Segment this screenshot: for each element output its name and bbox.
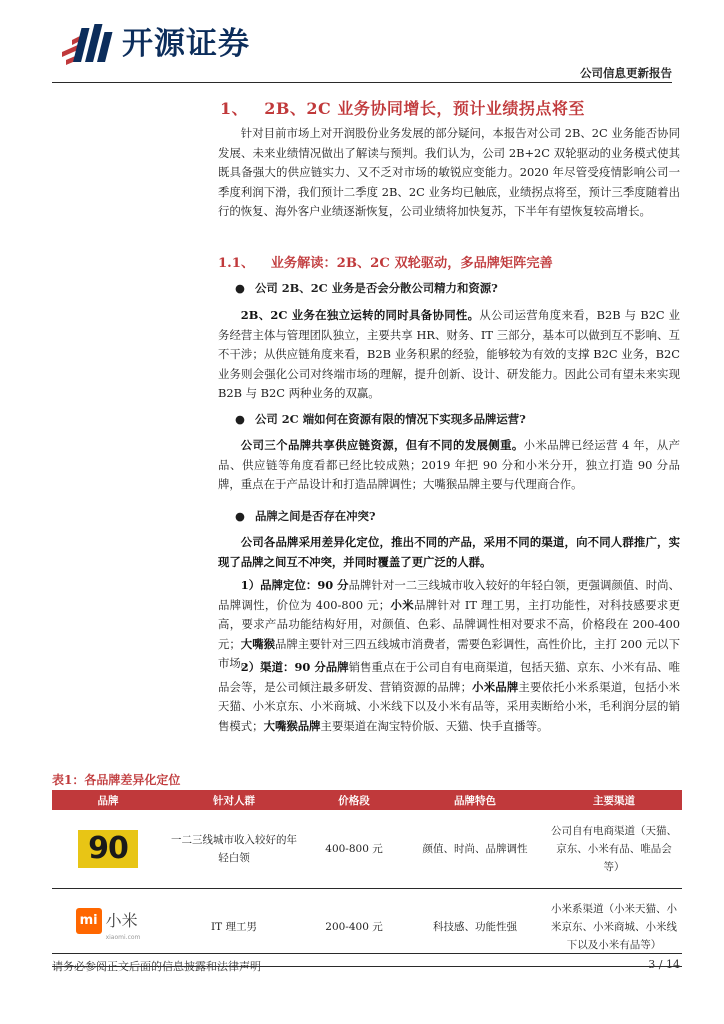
brand-mi-label: 小米 [390, 597, 414, 612]
mi-logo-sub: xiaomi.com [105, 933, 141, 941]
table-row [52, 810, 682, 888]
brand-mi-text: 品牌针对 IT 理工男，主打功能性，对科技感要求更高，要求产品功能结构好用，对颜值、色彩、品牌调性相对要求不高，价格段在 200-400 元； [218, 597, 680, 651]
brand-mi-logo [76, 908, 141, 947]
target-cell: IT 理工男 [164, 888, 304, 966]
brand-paul-frank-text: 品牌主要针对三四五线城市消费者，需要色彩调性，高性价比，主打 200 元以下市场。 [218, 636, 680, 671]
channel-cell: 公司自有电商渠道（天猫、京东、小米有品、唯品会等） [546, 810, 682, 888]
table-header-row [52, 790, 682, 810]
table-header-cell: 主要渠道 [546, 790, 682, 810]
question-3 [235, 508, 376, 524]
channel-mi-label: 小米品牌 [472, 679, 519, 694]
bullet-icon: ● [235, 412, 245, 426]
question-2 [235, 411, 526, 427]
answer-2-lead: 公司三个品牌共享供应链资源，但有不同的发展侧重。 [240, 438, 524, 452]
answer-1-lead: 2B、2C 业务在独立运转的同时具备协同性。 [240, 308, 480, 322]
positioning-label: 1）品牌定位： [240, 578, 318, 592]
target-cell: 一二三线城市收入较好的年轻白领 [164, 810, 304, 888]
feature-cell: 科技感、功能性强 [404, 888, 546, 966]
brand-90-text: 品牌针对一二三线城市收入较好的年轻白领，更强调颜值、时尚、品牌调性，价位为 400-800 元； [218, 578, 680, 612]
section-1-1-heading [218, 252, 553, 271]
question-1 [235, 280, 498, 296]
channel-paragraph [218, 658, 680, 736]
kaiyuan-logo-mark-icon [58, 22, 118, 66]
section-1-1-title: 业务解读：2B、2C 双轮驱动，多品牌矩阵完善 [270, 256, 553, 271]
footer-disclaimer: 请务必参阅正文后面的信息披露和法律声明 [52, 960, 261, 973]
channel-paul-frank-text: 主要渠道在淘宝特价版、天猫、快手直播等。 [320, 718, 549, 733]
report-type: 公司信息更新报告 [580, 66, 672, 80]
mi-logo-name: 小米 [105, 910, 138, 930]
table-header-cell: 针对人群 [164, 790, 304, 810]
answer-1 [218, 306, 680, 404]
channel-paul-frank-label: 大嘴猴品牌 [263, 718, 321, 733]
table-header-cell: 品牌 [52, 790, 164, 810]
brand-logo-cell [52, 888, 164, 966]
page-number: 3 / 14 [648, 958, 680, 971]
channel-mi-text: 主要依托小米系渠道，包括小米天猫、小米京东、小米商城、小米线下以及小米有品等，采用卖断给小米，毛利润分层的销售模式； [218, 679, 680, 733]
channel-90-label: 90 分品牌 [294, 660, 349, 674]
bullet-icon: ● [235, 281, 245, 295]
section-1-1-number: 1.1、 [218, 256, 255, 271]
answer-3 [218, 533, 680, 572]
brand-90-logo: 90 [78, 830, 138, 868]
question-2-text: 公司 2C 端如何在资源有限的情况下实现多品牌运营? [255, 412, 526, 426]
table-header-cell: 价格段 [304, 790, 404, 810]
brand-paul-frank-label: 大嘴猴 [240, 636, 275, 651]
mi-logo-icon: mi [76, 908, 102, 934]
section-1-number: 1、 [220, 99, 249, 118]
question-3-text: 品牌之间是否存在冲突? [255, 509, 376, 523]
channel-90-text: 销售重点在于公司自有电商渠道，包括天猫、京东、小米有品、唯品会等，是公司倾注最多研发、营销资源的品牌； [218, 660, 680, 694]
company-logo-text: 开源证券 [122, 26, 250, 62]
brand-logo-cell [52, 810, 164, 888]
channel-cell: 小米系渠道（小米天猫、小米京东、小米商城、小米线下以及小米有品等） [546, 888, 682, 966]
table-caption: 表1：各品牌差异化定位 [52, 773, 181, 787]
bullet-icon: ● [235, 509, 245, 523]
table-header-cell: 品牌特色 [404, 790, 546, 810]
question-1-text: 公司 2B、2C 业务是否会分散公司精力和资源? [255, 281, 498, 295]
intro-paragraph: 针对目前市场上对开润股份业务发展的部分疑问，本报告对公司 2B、2C 业务能否协同发展、未来业绩情况做出了解读与预判。我们认为，公司 2B+2C 双轮驱动的业务模式使其既具备强大的供应链实力、又不乏对市场的敏锐应变能力。2020 年尽管受疫情影响公司一季度利润下滑，我们预计二季度 2B、2C 业务均已触底，业绩拐点将至，预计三季度随着出行的恢复、海外客户业绩逐渐恢复，公司业绩将加快复苏，下半年有望恢复较高增长。 [218, 126, 680, 219]
section-1-intro [218, 124, 680, 222]
brand-positioning-table [52, 790, 682, 967]
price-cell: 200-400 元 [304, 888, 404, 966]
brand-90-label: 90 分 [317, 578, 349, 592]
header-divider [52, 82, 672, 83]
section-1-heading [220, 96, 585, 119]
section-1-title: 2B、2C 业务协同增长，预计业绩拐点将至 [264, 99, 585, 118]
answer-1-body: 从公司运营角度来看，B2B 与 B2C 业务经营主体与管理团队独立，主要共享 HR、财务、IT 三部分，基本可以做到互不影响、互不干涉；从供应链角度来看，B2B 业务积累的经验，能够较为有效的支撑 B2C 业务，B2C 业务则会强化公司对终端市场的理解，提升创新、设计、研发能力。因此公司有望未来实现 B2B 与 B2C 两种业务的双赢。 [218, 308, 681, 401]
answer-2 [218, 436, 680, 495]
footer-divider [52, 953, 682, 954]
channel-label: 2）渠道： [240, 660, 295, 674]
feature-cell: 颜值、时尚、品牌调性 [404, 810, 546, 888]
answer-3-lead: 公司各品牌采用差异化定位，推出不同的产品，采用不同的渠道，向不同人群推广，实现了品牌之间互不冲突，并同时覆盖了更广泛的人群。 [218, 535, 680, 569]
price-cell: 400-800 元 [304, 810, 404, 888]
answer-2-body: 小米品牌已经运营 4 年，从产品、供应链等角度看都已经比较成熟；2019 年把 90 分和小米分开，独立打造 90 分品牌，重点在于产品设计和打造品牌调性；大嘴猴品牌主要与代理商合作。 [218, 438, 680, 492]
table-row [52, 888, 682, 966]
